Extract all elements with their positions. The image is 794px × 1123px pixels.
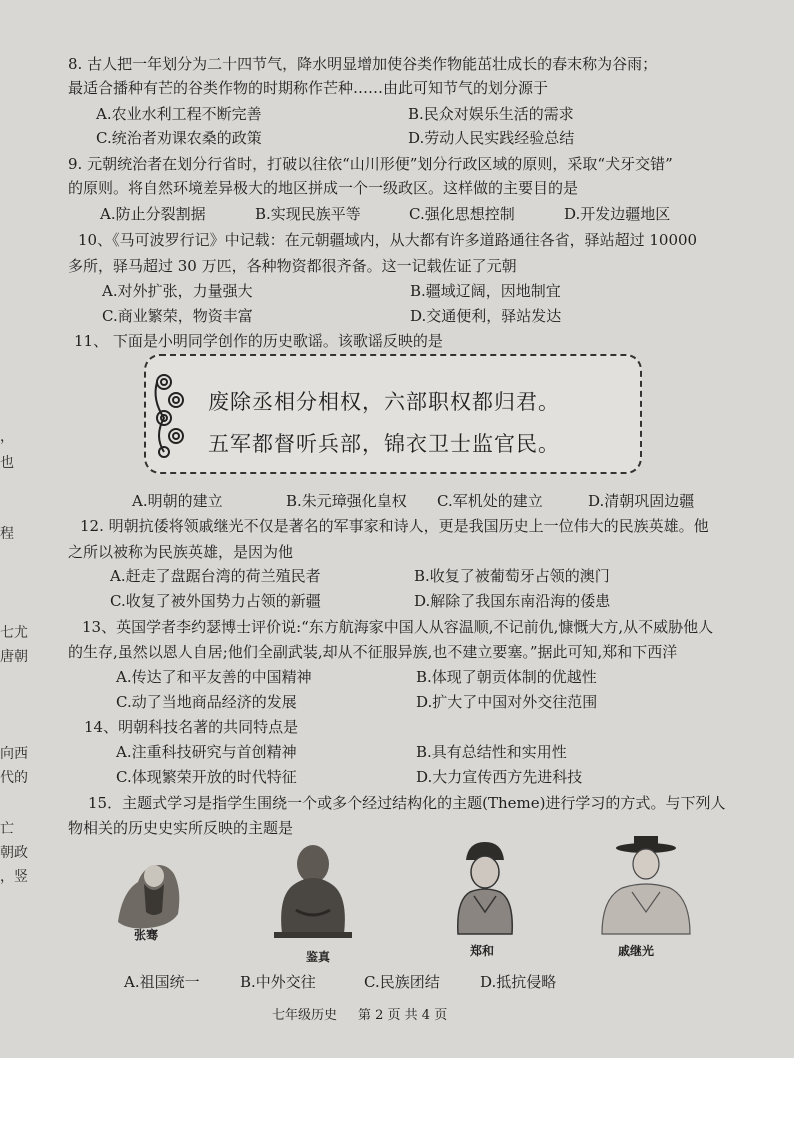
portrait-name: 郑和 [470, 944, 495, 958]
margin-fragment: 七尤 [0, 625, 28, 641]
q9-stem-cont: 的原则。将自然环境差异极大的地区拼成一个一级政区。这样做的主要目的是 [68, 179, 579, 197]
ballad-box [144, 354, 642, 474]
q9-option-a: A.防止分裂割据 [100, 205, 206, 223]
q8-stem: 8. 古人把一年划分为二十四节气，降水明显增加使谷类作物能茁壮成长的春末称为谷雨； [68, 55, 658, 73]
q13-option-c: C.动了当地商品经济的发展 [116, 693, 297, 711]
ballad-line-1: 废除丞相分相权，六部职权都归君。 [208, 390, 560, 414]
scroll-ornament-icon [150, 370, 190, 458]
q8-stem-cont: 最适合播种有芒的谷类作物的时期称作芒种……由此可知节气的划分源于 [68, 79, 549, 97]
qi-jiguang-portrait [596, 832, 696, 936]
q8-option-c: C.统治者劝课农桑的政策 [96, 129, 262, 147]
ballad-line-2: 五军都督听兵部，锦衣卫士监官民。 [208, 432, 560, 456]
q10-stem: 10、《马可波罗行记》中记载：在元朝疆域内，从大都有许多道路通往各省，驿站超过 10000 [78, 231, 698, 249]
zheng-he-portrait [448, 838, 522, 938]
q9-option-d: D.开发边疆地区 [564, 205, 671, 223]
margin-fragment: 代的 [0, 770, 28, 786]
q15-option-c: C.民族团结 [364, 973, 440, 991]
q12-option-a: A.赶走了盘踞台湾的荷兰殖民者 [110, 567, 321, 585]
margin-fragment: 向西 [0, 746, 28, 762]
jianzhen-statue [268, 838, 358, 938]
margin-fragment: 朝政 [0, 845, 28, 861]
q8-option-a: A.农业水利工程不断完善 [96, 105, 262, 123]
q11-option-a: A.明朝的建立 [132, 492, 223, 510]
q15-stem: 15．主题式学习是指学生围绕一个或多个经过结构化的主题(Theme)进行学习的方式。与下列人 [88, 794, 726, 812]
margin-fragment: 也 [0, 455, 14, 471]
q14-stem: 14、明朝科技名著的共同特点是 [84, 718, 299, 736]
q10-option-b: B.疆域辽阔，因地制宜 [410, 282, 561, 300]
q14-option-d: D.大力宣传西方先进科技 [416, 768, 583, 786]
q12-option-d: D.解除了我国东南沿海的倭患 [414, 592, 611, 610]
q10-option-a: A.对外扩张，力量强大 [102, 282, 253, 300]
footer-subject: 七年级历史 [272, 1008, 338, 1023]
q8-option-b: B.民众对娱乐生活的需求 [408, 105, 574, 123]
q9-stem: 9. 元朝统治者在划分行省时，打破以往依“山川形便”划分行政区域的原则，采取“犬牙交错” [68, 155, 673, 173]
zhang-qian-portrait [108, 852, 194, 932]
margin-fragment: 程 [0, 526, 14, 542]
q11-option-b: B.朱元璋强化皇权 [286, 492, 407, 510]
q15-stem-cont: 物相关的历史史实所反映的主题是 [68, 819, 294, 837]
q14-option-b: B.具有总结性和实用性 [416, 743, 567, 761]
q13-option-b: B.体现了朝贡体制的优越性 [416, 668, 597, 686]
q13-option-d: D.扩大了中国对外交往范围 [416, 693, 598, 711]
footer-page: 第 2 页 共 4 页 [358, 1008, 448, 1023]
q13-option-a: A.传达了和平友善的中国精神 [116, 668, 312, 686]
q15-option-d: D.抵抗侵略 [480, 973, 557, 991]
q15-option-b: B.中外交往 [240, 973, 316, 991]
q12-stem-cont: 之所以被称为民族英雄，是因为他 [68, 543, 294, 561]
q14-option-c: C.体现繁荣开放的时代特征 [116, 768, 297, 786]
q9-option-c: C.强化思想控制 [409, 205, 515, 223]
q10-stem-cont: 多所，驿马超过 30 万匹，各种物资都很齐备。这一记载佐证了元朝 [68, 257, 517, 275]
q11-option-c: C.军机处的建立 [437, 492, 543, 510]
q12-option-c: C.收复了被外国势力占领的新疆 [110, 592, 321, 610]
portrait-name: 张骞 [134, 928, 159, 942]
q12-option-b: B.收复了被葡萄牙占领的澳门 [414, 567, 610, 585]
q14-option-a: A.注重科技研究与首创精神 [116, 743, 297, 761]
margin-fragment: 亡 [0, 821, 14, 837]
q10-option-c: C.商业繁荣，物资丰富 [102, 307, 253, 325]
q10-option-d: D.交通便利，驿站发达 [410, 307, 562, 325]
margin-fragment: ， [0, 429, 14, 445]
margin-fragment: 唐朝 [0, 649, 28, 665]
q12-stem: 12. 明朝抗倭将领戚继光不仅是著名的军事家和诗人，更是我国历史上一位伟大的民族英雄。他 [80, 517, 709, 535]
portrait-name: 戚继光 [618, 944, 655, 958]
q8-option-d: D.劳动人民实践经验总结 [408, 129, 575, 147]
q13-stem-cont: 的生存,虽然以恩人自居;他们全副武装,却从不征服异族,也不建立要塞。”据此可知,郑和下西洋 [68, 643, 678, 661]
q15-option-a: A.祖国统一 [124, 973, 200, 991]
q11-option-d: D.清朝巩固边疆 [588, 492, 695, 510]
q9-option-b: B.实现民族平等 [255, 205, 361, 223]
margin-fragment: ，竖 [0, 869, 28, 885]
q13-stem: 13、英国学者李约瑟博士评价说:“东方航海家中国人从容温顺,不记前仇,慷慨大方,从不威胁他人 [82, 618, 714, 636]
q11-stem: 11、 下面是小明同学创作的历史歌谣。该歌谣反映的是 [74, 332, 443, 350]
portrait-name: 鉴真 [306, 950, 331, 964]
